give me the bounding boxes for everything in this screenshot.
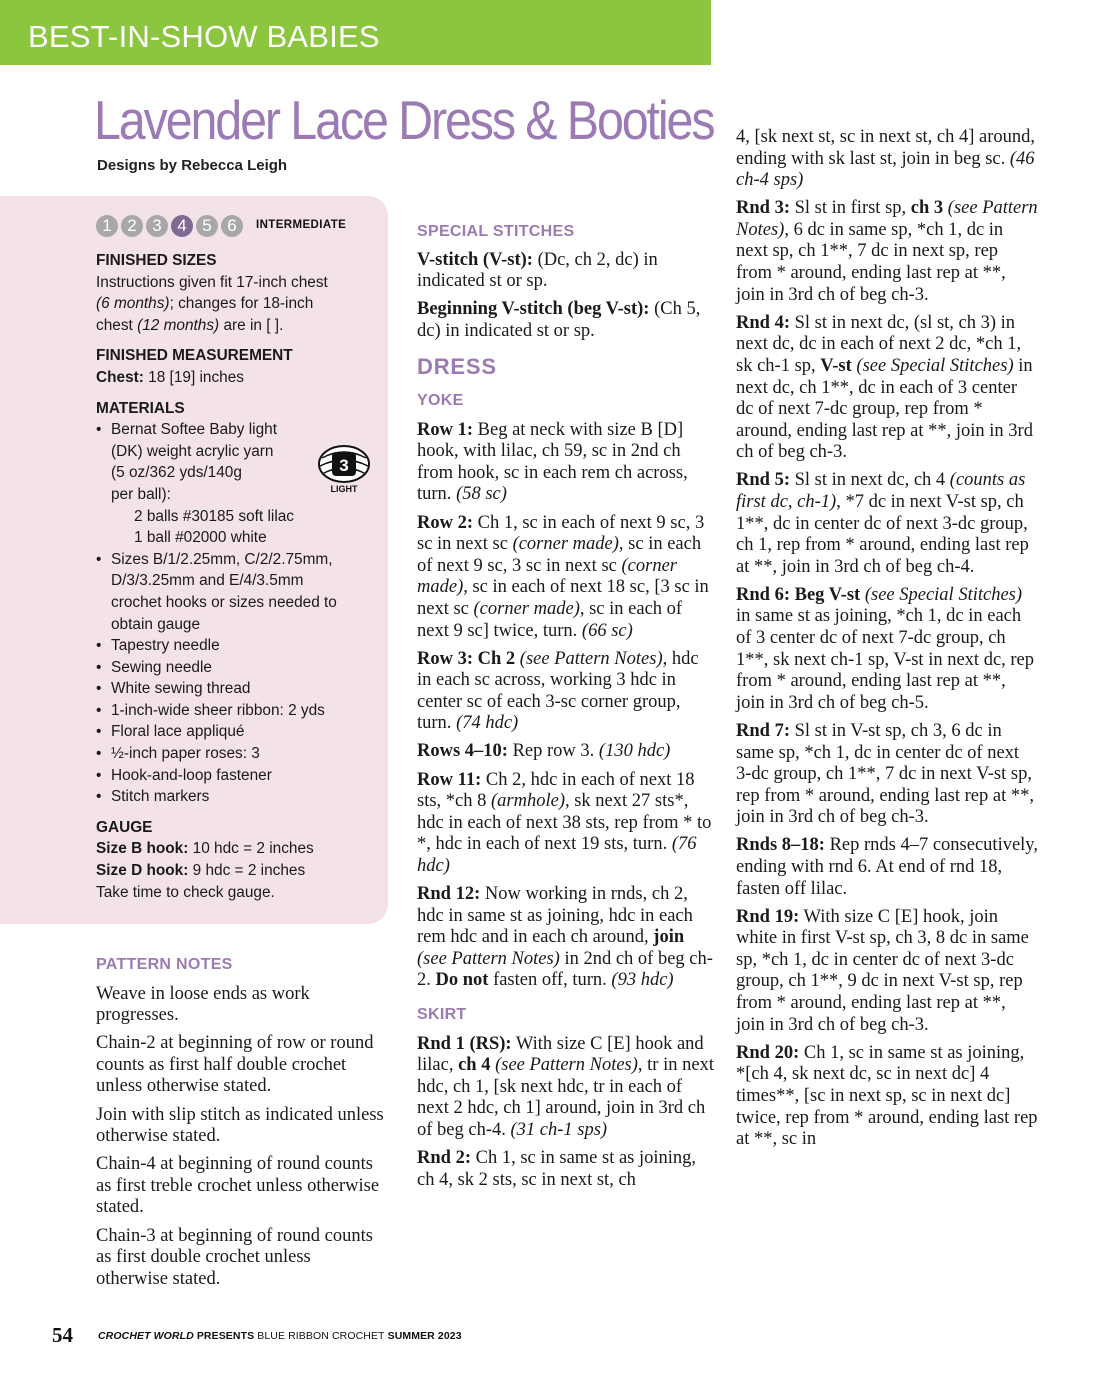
instruction-rnds-8-18: Rnds 8–18: Rep rnds 4–7 consecutively, ending with rnd 6. At end of rnd 18, fasten off lilac. (736, 835, 1038, 899)
pattern-note: Weave in loose ends as work progresses. (96, 983, 310, 1026)
gauge-text: Size B hook: 10 hdc = 2 inches Size D hook: 9 hdc = 2 inches Take time to check gauge. (96, 840, 314, 901)
list-item: • ½-inch paper roses: 3 (96, 743, 376, 765)
instruction-skirt-rnd-1: Rnd 1 (RS): With size C [E] hook and lilac, ch 4 (see Pattern Notes), tr in next hdc, ch 1, [sk next hdc, tr in each of next 2 hdc, ch 1] around, join in 3rd ch of beg ch-4. (31 ch-1 sps) (417, 1033, 714, 1140)
pattern-note: Join with slip stitch as indicated unless otherwise stated. (96, 1104, 384, 1147)
gauge-heading: GAUGE (96, 818, 153, 836)
special-stitch-beg-vst: Beginning V-stitch (beg V-st): (Ch 5, dc) in indicated st or sp. (417, 299, 701, 341)
instruction-row-3: Row 3: Ch 2 (see Pattern Notes), hdc in each sc across, working 3 hdc in center sc of each 3-sc corner group, turn. (74 hdc) (417, 648, 699, 734)
yarn-weight-icon (316, 444, 372, 496)
instruction-rnd-3: Rnd 3: Sl st in first sp, ch 3 (see Pattern Notes), 6 dc in same sp, *ch 1, dc in next sp, ch 1**, 7 dc in next sp, rep from * around, ending last rep at **, join in 3rd ch of beg ch-3. (736, 198, 1038, 305)
instruction-rnd-7: Rnd 7: Sl st in V-st sp, ch 3, 6 dc in same sp, *ch 1, dc in center dc of next 3-dc group, ch 1**, 7 dc in next V-st sp, rep from * around, ending last rep at **, join in 3rd ch of beg ch-3. (736, 720, 1034, 828)
instruction-row-11: Row 11: Ch 2, hdc in each of next 18 sts, *ch 8 (armhole), sk next 27 sts*, hdc in each of next 38 sts, rep from * to *, hdc in each of next 19 sts, turn. (76 hdc) (417, 769, 712, 876)
skill-level-label: INTERMEDIATE (256, 219, 347, 232)
finished-sizes-heading: FINISHED SIZES (96, 252, 217, 269)
list-item: • Sizes B/1/2.25mm, C/2/2.75mm, D/3/3.25mm and E/4/3.5mm crochet hooks or sizes needed to obtain gauge (96, 549, 376, 635)
instruction-rnd-5: Rnd 5: Sl st in next dc, ch 4 (counts as first dc, ch-1), *7 dc in next V-st sp, ch 1**, dc in center dc of next 3-dc group, ch 1, rep from * around, ending last rep at **, join in 3rd ch of beg ch-4. (736, 470, 1029, 577)
skill-level-3: 3 (146, 215, 168, 237)
special-stitches-heading: SPECIAL STITCHES (417, 223, 575, 240)
list-item: • Stitch markers (96, 786, 376, 808)
page-number: 54 (52, 1323, 73, 1347)
instruction-row-2: Row 2: Ch 1, sc in each of next 9 sc, 3 sc in next sc (corner made), sc in each of next 9 sc, 3 sc in next sc (corner made), sc in each of next 18 sc, [3 sc in next sc (corner made), sc in each of next 9 sc] twice, turn. (66 sc) (417, 512, 709, 641)
instruction-row-1: Row 1: Beg at neck with size B [D] hook, with lilac, ch 59, sc in 2nd ch from hook, sc in each rem ch across, turn. (58 sc) (417, 419, 688, 505)
publication-footer: CROCHET WORLD PRESENTS BLUE RIBBON CROCHET SUMMER 2023 (98, 1330, 462, 1342)
skill-level-1: 1 (96, 215, 118, 237)
instruction-skirt-rnd-2: Rnd 2: Ch 1, sc in same st as joining, ch 4, sk 2 sts, sc in next st, ch (417, 1148, 697, 1190)
list-item: • Hook-and-loop fastener (96, 765, 376, 787)
section-banner-text: BEST-IN-SHOW BABIES (28, 19, 380, 54)
materials-sidebar (0, 196, 388, 924)
skill-level-4-active: 4 (171, 215, 193, 237)
pattern-notes-heading: PATTERN NOTES (96, 956, 233, 973)
column-3 (736, 127, 1038, 1157)
pattern-note: Chain-2 at beginning of row or round counts as first half double crochet unless otherwise stated. (96, 1033, 374, 1097)
instruction-rows-4-10: Rows 4–10: Rep row 3. (130 hdc) (417, 741, 671, 762)
finished-measurement-text: Chest: 18 [19] inches (96, 368, 244, 386)
dress-heading: DRESS (417, 354, 497, 380)
page-title: Lavender Lace Dress & Booties (94, 89, 714, 151)
list-item: • Sewing needle (96, 657, 376, 679)
finished-sizes-text: Instructions given fit 17-inch chest (6 months); changes for 18-inch chest (12 months) are in [ ]. (96, 273, 328, 334)
list-item: • White sewing thread (96, 678, 376, 700)
instruction-rnd-4: Rnd 4: Sl st in next dc, (sl st, ch 3) in next dc, dc in each of next 2 dc, *ch 1, sk ch-1 sp, V-st (see Special Stitches) in next dc, ch 1**, dc in each of 3 center dc of next 7-dc group, rep from * around, ending last rep at **, join in 3rd ch of beg ch-3. (736, 312, 1033, 463)
pattern-note: Chain-3 at beginning of round counts as first double crochet unless otherwise stated. (96, 1225, 373, 1289)
skill-level-2: 2 (121, 215, 143, 237)
list-item: • Bernat Softee Baby light (DK) weight acrylic yarn (5 oz/362 yds/140g per ball): 2 balls #30185 soft lilac 1 ball #02000 white (96, 419, 376, 549)
byline: Designs by Rebecca Leigh (97, 157, 288, 174)
skirt-heading: SKIRT (417, 1006, 467, 1023)
instruction-rnd-19: Rnd 19: With size C [E] hook, join white in first V-st sp, ch 3, 8 dc in same sp, *ch 1, dc in center dc of next 3-dc group, ch 1**, 9 dc in next V-st sp, rep from * around, ending last rep at **, join in 3rd ch of beg ch-3. (736, 906, 1029, 1035)
pattern-note: Chain-4 at beginning of round counts as first treble crochet unless otherwise stated. (96, 1154, 380, 1218)
materials-heading: MATERIALS (96, 399, 185, 417)
pattern-notes-section (96, 954, 386, 1297)
instruction-rnd-6: Rnd 6: Beg V-st (see Special Stitches) in same st as joining, *ch 1, dc in each of 3 center dc of next 7-dc group, ch 1**, sk next ch-1 sp, V-st in next dc, rep from * around, ending last rep at **, join in 3rd ch of beg ch-5. (736, 584, 1035, 713)
section-banner (0, 0, 711, 65)
special-stitch-vst: V-stitch (V-st): (Dc, ch 2, dc) in indicated st or sp. (417, 249, 658, 292)
yoke-heading: YOKE (417, 392, 464, 410)
finished-measurement-heading: FINISHED MEASUREMENT (96, 347, 293, 365)
instruction-rnd-2-continued: 4, [sk next st, sc in next st, ch 4] around, ending with sk last st, join in beg sc. (46 ch-4 sps) (736, 127, 1036, 191)
sidebar-content (96, 214, 376, 903)
skill-level-6: 6 (221, 215, 243, 237)
yarn-weight-number: 3 (339, 456, 349, 475)
list-item: • Floral lace appliqué (96, 721, 376, 743)
instruction-rnd-20: Rnd 20: Ch 1, sc in same st as joining, *[ch 4, sk next dc, sc in next dc] 4 times**, [sc in next sp, sc in next dc] twice, rep from * around, ending last rep at **, sc in (736, 1042, 1038, 1150)
skill-level-indicator (96, 214, 376, 238)
instruction-rnd-12: Rnd 12: Now working in rnds, ch 2, hdc in same st as joining, hdc in each rem hdc and in each ch around, join (see Pattern Notes) in 2nd ch of beg ch-2. Do not fasten off, turn. (93 hdc) (417, 884, 713, 991)
yarn-weight-label: LIGHT (330, 484, 358, 494)
column-2 (417, 221, 715, 1198)
skill-level-5: 5 (196, 215, 218, 237)
list-item: • 1-inch-wide sheer ribbon: 2 yds (96, 700, 376, 722)
list-item: • Tapestry needle (96, 635, 376, 657)
